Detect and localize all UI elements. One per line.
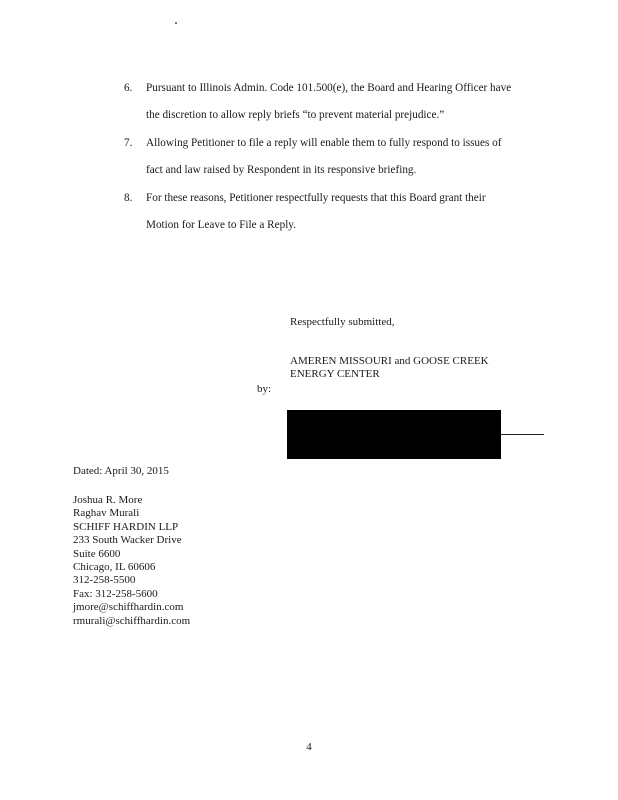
paragraph-line-1: For these reasons, Petitioner respectfully requests that this Board grant their: [146, 192, 486, 204]
page-number: 4: [306, 741, 312, 753]
paragraph-line-2: Motion for Leave to File a Reply.: [146, 219, 296, 231]
by-label: by:: [257, 383, 272, 395]
party-name-line-2: ENERGY CENTER: [290, 368, 380, 380]
signature-line: [501, 434, 544, 435]
date-line: Dated: April 30, 2015: [73, 465, 169, 477]
counsel-line: Raghav Murali: [73, 507, 140, 520]
scan-artifact: [175, 22, 177, 24]
counsel-address-block: [73, 494, 190, 628]
paragraph-line-2: the discretion to allow reply briefs “to prevent material prejudice.”: [146, 109, 445, 121]
numbered-paragraph-7: [124, 130, 544, 184]
signature-party: [290, 355, 530, 381]
counsel-email: jmore@schiffhardin.com: [73, 601, 184, 614]
paragraph-line-2: fact and law raised by Respondent in its responsive briefing.: [146, 164, 417, 176]
signature-closing: Respectfully submitted,: [290, 316, 395, 328]
numbered-paragraph-6: [124, 75, 544, 129]
counsel-line: 312-258-5500: [73, 574, 136, 587]
counsel-email: rmurali@schiffhardin.com: [73, 614, 191, 627]
paragraph-number: 8.: [124, 192, 133, 204]
paragraph-number: 6.: [124, 82, 133, 94]
paragraph-number: 7.: [124, 137, 133, 149]
paragraph-line-1: Allowing Petitioner to file a reply will enable them to fully respond to issues of: [146, 137, 502, 149]
counsel-line: 233 South Wacker Drive: [73, 534, 182, 547]
counsel-line: Joshua R. More: [73, 494, 143, 506]
numbered-paragraph-8: [124, 185, 544, 239]
counsel-line: Chicago, IL 60606: [73, 561, 156, 574]
counsel-line: Suite 6600: [73, 547, 121, 560]
party-name-line-1: AMEREN MISSOURI and GOOSE CREEK: [290, 355, 489, 367]
counsel-line: Fax: 312-258-5600: [73, 587, 158, 600]
counsel-line: SCHIFF HARDIN LLP: [73, 520, 179, 533]
redacted-signature: [287, 410, 501, 459]
paragraph-line-1: Pursuant to Illinois Admin. Code 101.500(e), the Board and Hearing Officer have: [146, 82, 512, 94]
